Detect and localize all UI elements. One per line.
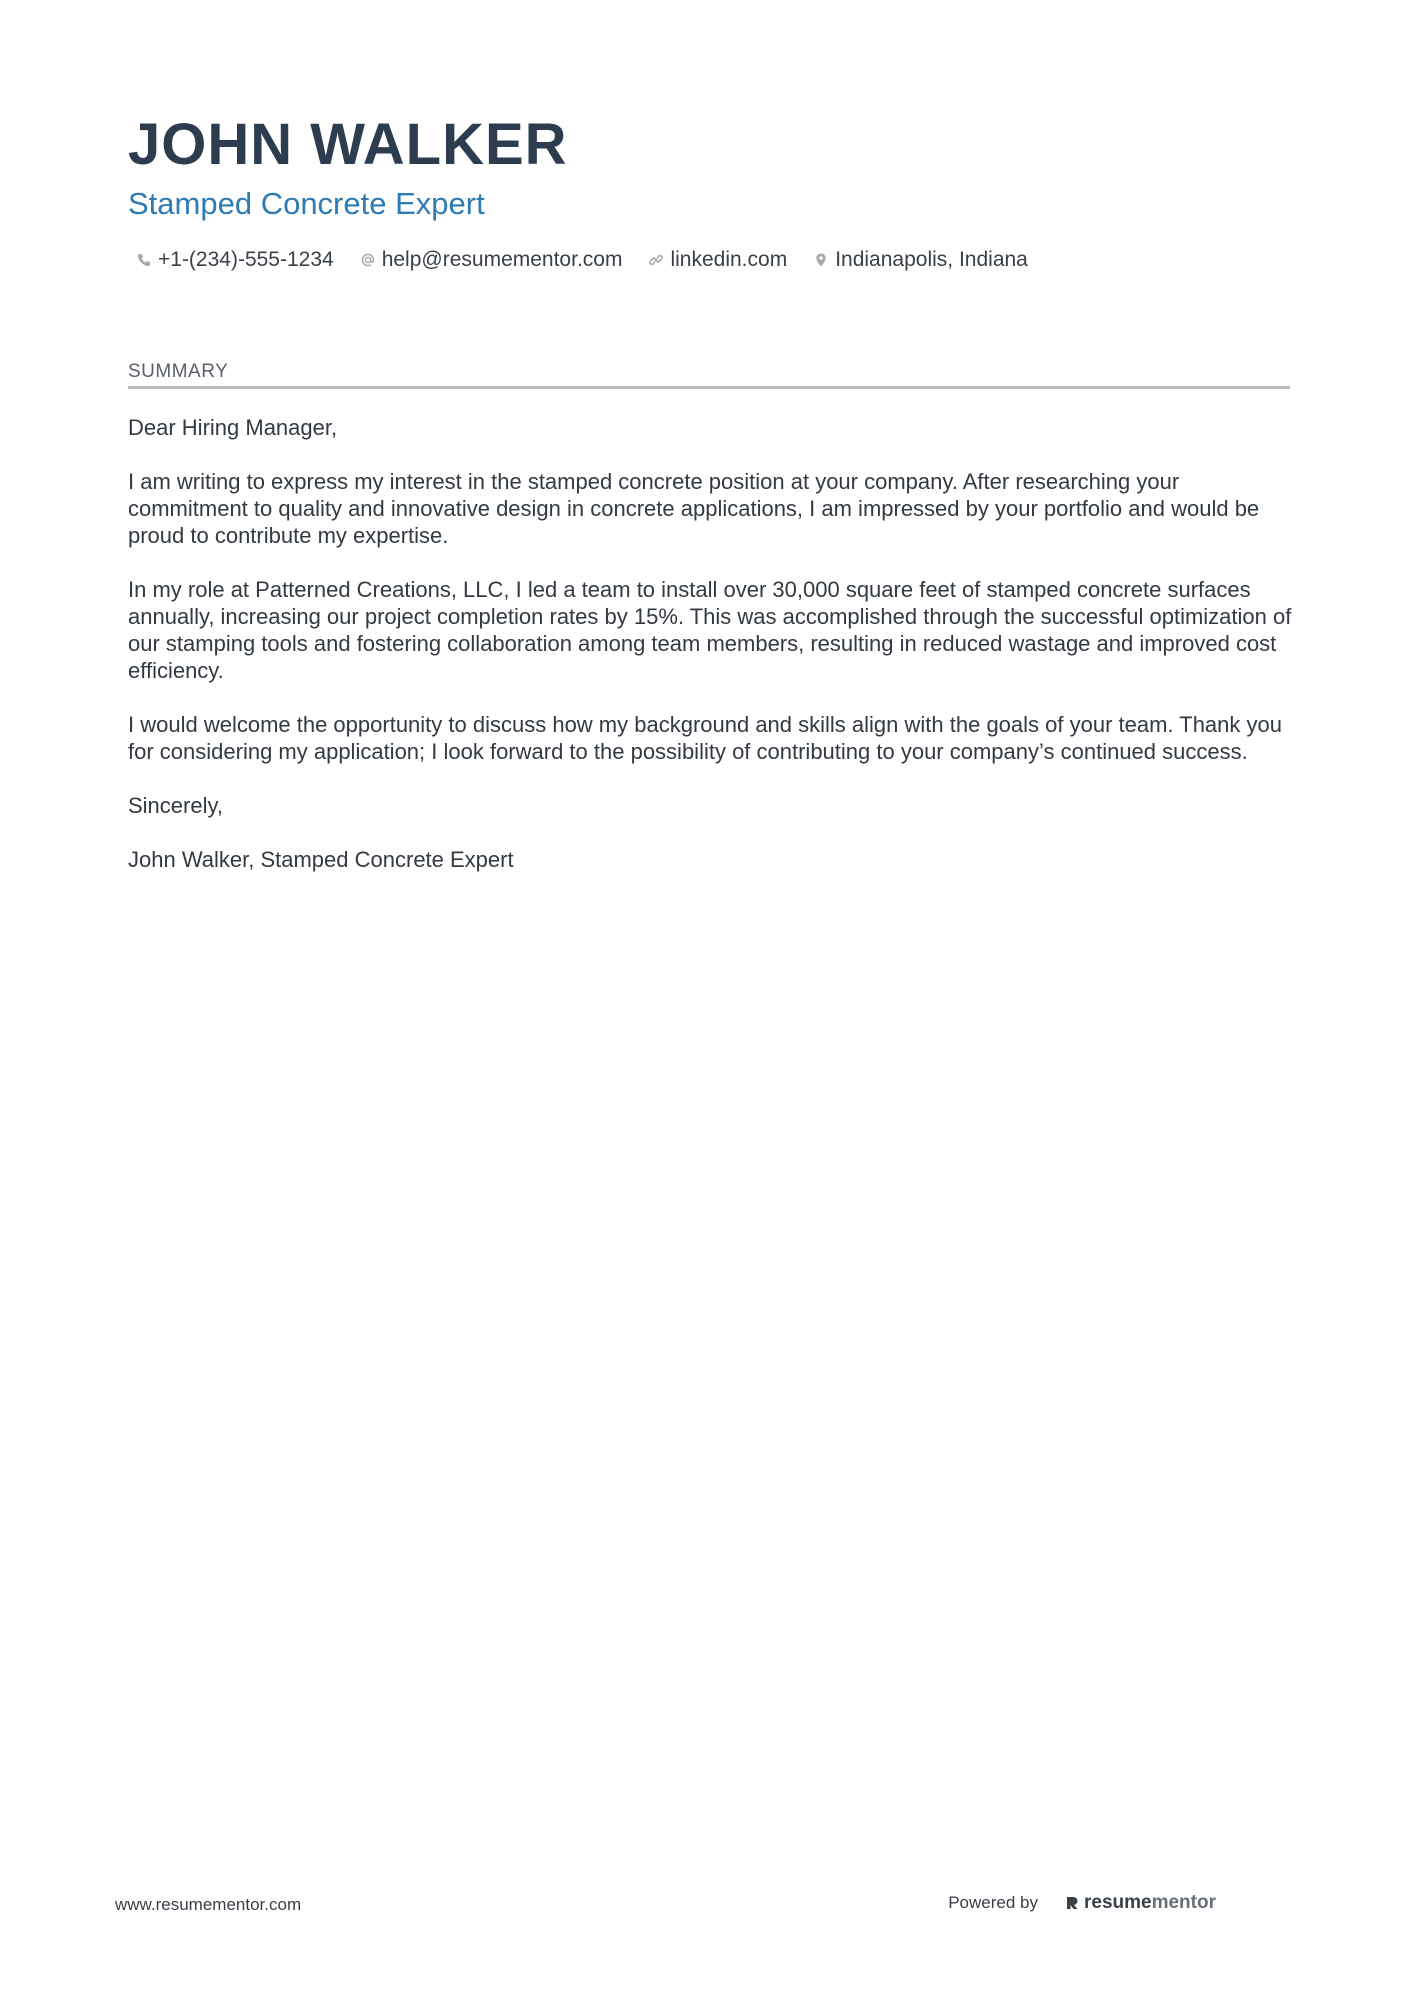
contact-bar xyxy=(136,245,1028,275)
applicant-title: Stamped Concrete Expert xyxy=(128,186,485,221)
resumementor-logo-icon xyxy=(1064,1895,1080,1911)
contact-website[interactable] xyxy=(648,245,787,275)
contact-phone xyxy=(136,245,334,275)
letter-body xyxy=(128,414,1293,900)
location-pin-icon xyxy=(813,252,829,268)
brand-text-mentor: mentor xyxy=(1151,1892,1216,1913)
powered-by-label: Powered by xyxy=(948,1893,1038,1912)
phone-icon xyxy=(136,252,152,268)
letter-paragraph: In my role at Patterned Creations, LLC, I led a team to install over 30,000 square feet of stamped concrete surfaces annually, increasing our project completion rates by 15%. This was accomplished through the successful optimization of our stamping tools and fostering collaboration among team members, resulting in reduced wastage and improved cost efficiency. xyxy=(128,577,1292,683)
location-text: Indianapolis, Indiana xyxy=(835,248,1028,271)
email-text[interactable]: help@resumementor.com xyxy=(381,248,623,271)
section-divider xyxy=(128,386,1290,389)
salutation: Dear Hiring Manager, xyxy=(128,415,338,440)
contact-location xyxy=(813,245,1028,275)
phone-text: +1-(234)-555-1234 xyxy=(158,248,334,271)
summary-heading: SUMMARY xyxy=(128,361,229,382)
footer-website-link[interactable]: www.resumementor.com xyxy=(115,1895,302,1914)
at-icon xyxy=(360,252,376,268)
website-text[interactable]: linkedin.com xyxy=(670,248,788,271)
applicant-name: JOHN WALKER xyxy=(128,112,568,177)
resumementor-logo[interactable] xyxy=(1064,1892,1216,1914)
letter-paragraph: I would welcome the opportunity to discuss how my background and skills align with the goals of your team. Thank you for considering my application; I look forward to the possibility of contributing to your company’s continued success. xyxy=(128,712,1282,764)
contact-email[interactable] xyxy=(360,245,623,275)
letter-paragraph: I am writing to express my interest in the stamped concrete position at your company. After researching your commitment to quality and innovative design in concrete applications, I am impressed by your portfolio and would be proud to contribute my expertise. xyxy=(128,469,1260,548)
brand-text-resume: resume xyxy=(1083,1892,1152,1913)
closing: Sincerely, xyxy=(128,793,223,818)
signature: John Walker, Stamped Concrete Expert xyxy=(128,847,514,872)
link-icon xyxy=(648,252,664,268)
footer-powered-by xyxy=(948,1892,1216,1914)
